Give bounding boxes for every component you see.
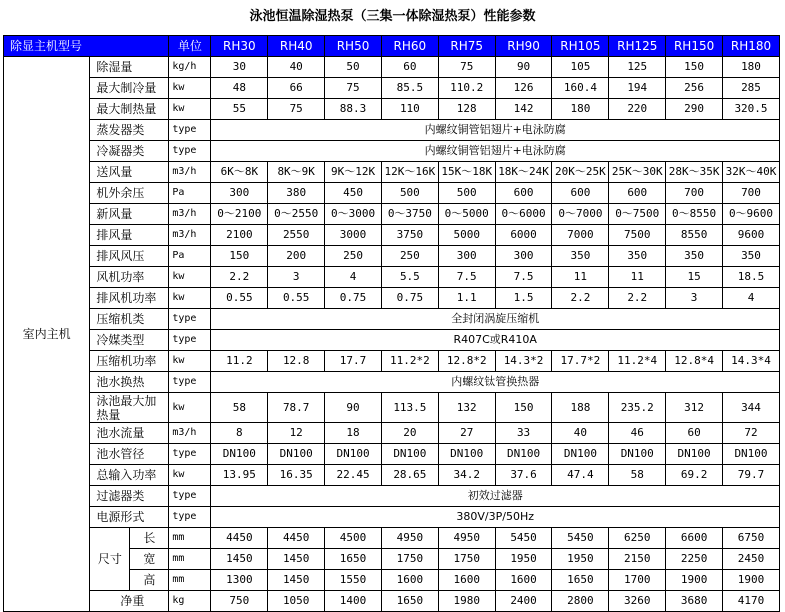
spec-value: DN100 [723,444,780,465]
spec-value: 25K～30K [609,162,666,183]
spec-row [4,183,780,204]
spec-value: 1050 [268,591,325,612]
spec-value: 46 [609,423,666,444]
spec-value: 188 [552,393,609,423]
spec-label: 蒸发器类 [90,120,169,141]
spec-value: 12.8*2 [438,351,495,372]
spec-value: 1950 [552,549,609,570]
spec-value: 113.5 [381,393,438,423]
spec-value: 5.5 [381,267,438,288]
spec-label: 电源形式 [90,507,169,528]
spec-value: 0～8550 [666,204,723,225]
spec-value-merged: R407C或R410A [211,330,780,351]
spec-value: 350 [723,246,780,267]
spec-unit: kg/h [169,57,211,78]
spec-value: 75 [438,57,495,78]
spec-value: 750 [211,591,268,612]
spec-unit: type [169,372,211,393]
spec-value: 250 [325,246,382,267]
spec-table [3,35,780,612]
spec-value: 3260 [609,591,666,612]
spec-value: 18.5 [723,267,780,288]
spec-value: 2150 [609,549,666,570]
spec-value: 88.3 [325,99,382,120]
spec-value: 110.2 [438,78,495,99]
spec-value: 290 [666,99,723,120]
spec-value: 2450 [723,549,780,570]
spec-value: 90 [325,393,382,423]
spec-value: 1700 [609,570,666,591]
spec-value: 344 [723,393,780,423]
model-name: RH180 [723,36,780,57]
spec-unit: type [169,444,211,465]
spec-value: 58 [609,465,666,486]
spec-row [4,120,780,141]
spec-row [4,465,780,486]
spec-row [4,99,780,120]
spec-value: 0.75 [325,288,382,309]
spec-label: 最大制冷量 [90,78,169,99]
spec-unit: mm [169,570,211,591]
spec-unit: kw [169,393,211,423]
spec-value: 9600 [723,225,780,246]
spec-value: 0～6000 [495,204,552,225]
spec-value: 1900 [723,570,780,591]
spec-value: 0～7500 [609,204,666,225]
spec-value: 75 [325,78,382,99]
spec-value: 0～9600 [723,204,780,225]
spec-value: 1650 [381,591,438,612]
spec-unit: type [169,486,211,507]
spec-value: 1650 [552,570,609,591]
spec-value: 3 [268,267,325,288]
spec-value: 32K～40K [723,162,780,183]
spec-value: 450 [325,183,382,204]
spec-value: 0～2550 [268,204,325,225]
spec-value: 1900 [666,570,723,591]
page-title: 泳池恒温除湿热泵（三集一体除湿热泵）性能参数 [249,9,536,24]
spec-row [4,57,780,78]
spec-value: 500 [381,183,438,204]
spec-unit: Pa [169,246,211,267]
spec-value: 180 [552,99,609,120]
model-name: RH125 [609,36,666,57]
spec-value: 2100 [211,225,268,246]
spec-value: 1300 [211,570,268,591]
spec-value: 40 [268,57,325,78]
spec-value: 1550 [325,570,382,591]
spec-row [4,393,780,423]
spec-value: DN100 [381,444,438,465]
spec-value: 30 [211,57,268,78]
spec-row [4,225,780,246]
spec-value: 110 [381,99,438,120]
spec-value: 11.2*2 [381,351,438,372]
spec-value: 16.35 [268,465,325,486]
spec-value-merged: 内螺纹铜管铝翅片+电泳防腐 [211,141,780,162]
spec-value: 132 [438,393,495,423]
spec-value: 4170 [723,591,780,612]
spec-value: 66 [268,78,325,99]
spec-value: 1600 [438,570,495,591]
spec-value: 150 [666,57,723,78]
spec-row [4,444,780,465]
spec-value: 7500 [609,225,666,246]
spec-value: 4450 [211,528,268,549]
spec-value: 5450 [552,528,609,549]
spec-value: 5000 [438,225,495,246]
spec-label: 冷凝器类 [90,141,169,162]
spec-label: 冷媒类型 [90,330,169,351]
model-name: RH90 [495,36,552,57]
spec-value: 22.45 [325,465,382,486]
spec-value: 55 [211,99,268,120]
spec-label: 过滤器类 [90,486,169,507]
spec-value: 128 [438,99,495,120]
spec-value: DN100 [552,444,609,465]
spec-value: 15K～18K [438,162,495,183]
spec-value: 1950 [495,549,552,570]
spec-value-merged: 380V/3P/50Hz [211,507,780,528]
spec-value: 2400 [495,591,552,612]
spec-unit: kw [169,99,211,120]
model-header: 除显主机型号 [4,36,169,57]
dimension-label: 长 [130,528,169,549]
spec-value: 6K～8K [211,162,268,183]
spec-value: 700 [666,183,723,204]
spec-value: 18 [325,423,382,444]
spec-label: 新风量 [90,204,169,225]
spec-value: 47.4 [552,465,609,486]
spec-value: 5450 [495,528,552,549]
model-name: RH30 [211,36,268,57]
spec-value: 3750 [381,225,438,246]
spec-value: 7.5 [438,267,495,288]
spec-value: 194 [609,78,666,99]
spec-value: 600 [552,183,609,204]
spec-row [4,486,780,507]
spec-value: 1750 [438,549,495,570]
spec-value: 2800 [552,591,609,612]
spec-unit: m3/h [169,423,211,444]
spec-label: 风机功率 [90,267,169,288]
model-name: RH40 [268,36,325,57]
spec-value: 3000 [325,225,382,246]
spec-value: 1450 [268,570,325,591]
spec-value: 0.75 [381,288,438,309]
spec-label: 池水换热 [90,372,169,393]
spec-value: 33 [495,423,552,444]
spec-value: 4500 [325,528,382,549]
spec-value: 1650 [325,549,382,570]
spec-value: 220 [609,99,666,120]
spec-value: 11.2*4 [609,351,666,372]
spec-label: 净重 [90,591,169,612]
spec-value: 18K～24K [495,162,552,183]
spec-value: 350 [552,246,609,267]
spec-value: 75 [268,99,325,120]
spec-value: 4950 [438,528,495,549]
spec-unit: m3/h [169,162,211,183]
spec-value: 1.1 [438,288,495,309]
spec-value: 0～2100 [211,204,268,225]
spec-unit: type [169,330,211,351]
spec-value: 700 [723,183,780,204]
spec-value: 600 [609,183,666,204]
spec-value: 11.2 [211,351,268,372]
spec-value: 20 [381,423,438,444]
spec-value: 15 [666,267,723,288]
spec-unit: kw [169,78,211,99]
spec-value: 17.7 [325,351,382,372]
spec-unit: mm [169,549,211,570]
spec-value: 8 [211,423,268,444]
spec-value: 350 [666,246,723,267]
spec-value: DN100 [325,444,382,465]
spec-label: 池水管径 [90,444,169,465]
spec-value: 380 [268,183,325,204]
spec-value: 11 [552,267,609,288]
header-row [4,36,780,57]
spec-value: 90 [495,57,552,78]
spec-row [4,372,780,393]
spec-value: 1.5 [495,288,552,309]
spec-unit: m3/h [169,225,211,246]
spec-row [4,507,780,528]
spec-value: 180 [723,57,780,78]
spec-label: 总输入功率 [90,465,169,486]
group-label: 室内主机 [4,57,90,612]
spec-value: 0～3000 [325,204,382,225]
spec-value: 150 [211,246,268,267]
dimension-row [4,528,780,549]
spec-value: DN100 [495,444,552,465]
spec-value: 2.2 [552,288,609,309]
spec-value: 34.2 [438,465,495,486]
spec-value: 4 [325,267,382,288]
spec-label: 排风量 [90,225,169,246]
spec-value: DN100 [211,444,268,465]
spec-value: 72 [723,423,780,444]
spec-row [4,246,780,267]
spec-value: 14.3*2 [495,351,552,372]
dimension-label: 宽 [130,549,169,570]
spec-row [4,330,780,351]
spec-label: 池水流量 [90,423,169,444]
spec-value: 200 [268,246,325,267]
spec-value: 4950 [381,528,438,549]
spec-value: 27 [438,423,495,444]
spec-value: 142 [495,99,552,120]
spec-value-merged: 内螺纹铜管铝翅片+电泳防腐 [211,120,780,141]
spec-value: 28K～35K [666,162,723,183]
spec-value: 300 [438,246,495,267]
spec-unit: mm [169,528,211,549]
spec-value: 12K～16K [381,162,438,183]
model-name: RH60 [381,36,438,57]
model-name: RH150 [666,36,723,57]
spec-value: 2.2 [211,267,268,288]
spec-value: 3680 [666,591,723,612]
spec-value: DN100 [666,444,723,465]
spec-value: 1450 [268,549,325,570]
dimension-label: 高 [130,570,169,591]
spec-value-merged: 全封闭涡旋压缩机 [211,309,780,330]
spec-unit: type [169,507,211,528]
spec-value: 126 [495,78,552,99]
spec-value: 0.55 [211,288,268,309]
spec-row [4,78,780,99]
spec-value: 312 [666,393,723,423]
spec-value: DN100 [438,444,495,465]
spec-value: 20K～25K [552,162,609,183]
spec-value-merged: 初效过滤器 [211,486,780,507]
spec-value: 1400 [325,591,382,612]
spec-value: 4450 [268,528,325,549]
spec-unit: m3/h [169,204,211,225]
spec-value: DN100 [609,444,666,465]
spec-value: 12.8 [268,351,325,372]
spec-value: 7.5 [495,267,552,288]
spec-value: DN100 [268,444,325,465]
spec-row [4,162,780,183]
spec-value: 4 [723,288,780,309]
spec-row [4,267,780,288]
spec-value: 28.65 [381,465,438,486]
spec-row [4,204,780,225]
spec-value: 105 [552,57,609,78]
spec-value: 12 [268,423,325,444]
weight-row [4,591,780,612]
spec-value: 300 [211,183,268,204]
spec-label: 压缩机功率 [90,351,169,372]
spec-value: 6250 [609,528,666,549]
spec-row [4,141,780,162]
spec-value: 235.2 [609,393,666,423]
spec-value: 0～5000 [438,204,495,225]
spec-value: 69.2 [666,465,723,486]
spec-value: 8550 [666,225,723,246]
spec-value: 6000 [495,225,552,246]
spec-label: 送风量 [90,162,169,183]
spec-value: 8K～9K [268,162,325,183]
spec-value: 9K～12K [325,162,382,183]
spec-label: 排风风压 [90,246,169,267]
spec-value: 500 [438,183,495,204]
spec-value: 14.3*4 [723,351,780,372]
spec-value: 0～3750 [381,204,438,225]
spec-unit: type [169,120,211,141]
spec-value: 1600 [381,570,438,591]
spec-value: 6600 [666,528,723,549]
spec-unit: kw [169,288,211,309]
model-name: RH75 [438,36,495,57]
spec-value: 2.2 [609,288,666,309]
spec-unit: kw [169,351,211,372]
spec-value: 60 [666,423,723,444]
spec-row [4,351,780,372]
spec-value: 78.7 [268,393,325,423]
spec-value-merged: 内螺纹钛管换热器 [211,372,780,393]
spec-value: 11 [609,267,666,288]
spec-value: 58 [211,393,268,423]
spec-value: 85.5 [381,78,438,99]
spec-value: 0.55 [268,288,325,309]
spec-value: 17.7*2 [552,351,609,372]
spec-value: 50 [325,57,382,78]
spec-unit: type [169,309,211,330]
spec-value: 160.4 [552,78,609,99]
spec-value: 6750 [723,528,780,549]
spec-value: 48 [211,78,268,99]
unit-header: 单位 [169,36,211,57]
spec-value: 250 [381,246,438,267]
spec-value: 300 [495,246,552,267]
spec-row [4,423,780,444]
spec-row [4,288,780,309]
spec-value: 1450 [211,549,268,570]
spec-value: 79.7 [723,465,780,486]
spec-value: 320.5 [723,99,780,120]
spec-unit: kw [169,267,211,288]
size-label: 尺寸 [90,528,130,591]
spec-value: 125 [609,57,666,78]
spec-value: 2250 [666,549,723,570]
spec-value: 1750 [381,549,438,570]
spec-value: 600 [495,183,552,204]
spec-value: 1600 [495,570,552,591]
spec-label: 除湿量 [90,57,169,78]
spec-unit: kw [169,465,211,486]
spec-label: 泳池最大加热量 [90,393,169,423]
spec-value: 150 [495,393,552,423]
spec-value: 285 [723,78,780,99]
spec-label: 排风机功率 [90,288,169,309]
spec-value: 0～7000 [552,204,609,225]
spec-label: 最大制热量 [90,99,169,120]
spec-value: 350 [609,246,666,267]
spec-value: 256 [666,78,723,99]
spec-value: 13.95 [211,465,268,486]
spec-value: 37.6 [495,465,552,486]
spec-value: 12.8*4 [666,351,723,372]
spec-label: 机外余压 [90,183,169,204]
spec-row [4,309,780,330]
spec-value: 40 [552,423,609,444]
spec-unit: type [169,141,211,162]
model-name: RH50 [325,36,382,57]
spec-value: 7000 [552,225,609,246]
spec-value: 3 [666,288,723,309]
spec-value: 2550 [268,225,325,246]
model-name: RH105 [552,36,609,57]
spec-value: 1980 [438,591,495,612]
spec-unit: kg [169,591,211,612]
spec-unit: Pa [169,183,211,204]
spec-value: 60 [381,57,438,78]
spec-label: 压缩机类 [90,309,169,330]
